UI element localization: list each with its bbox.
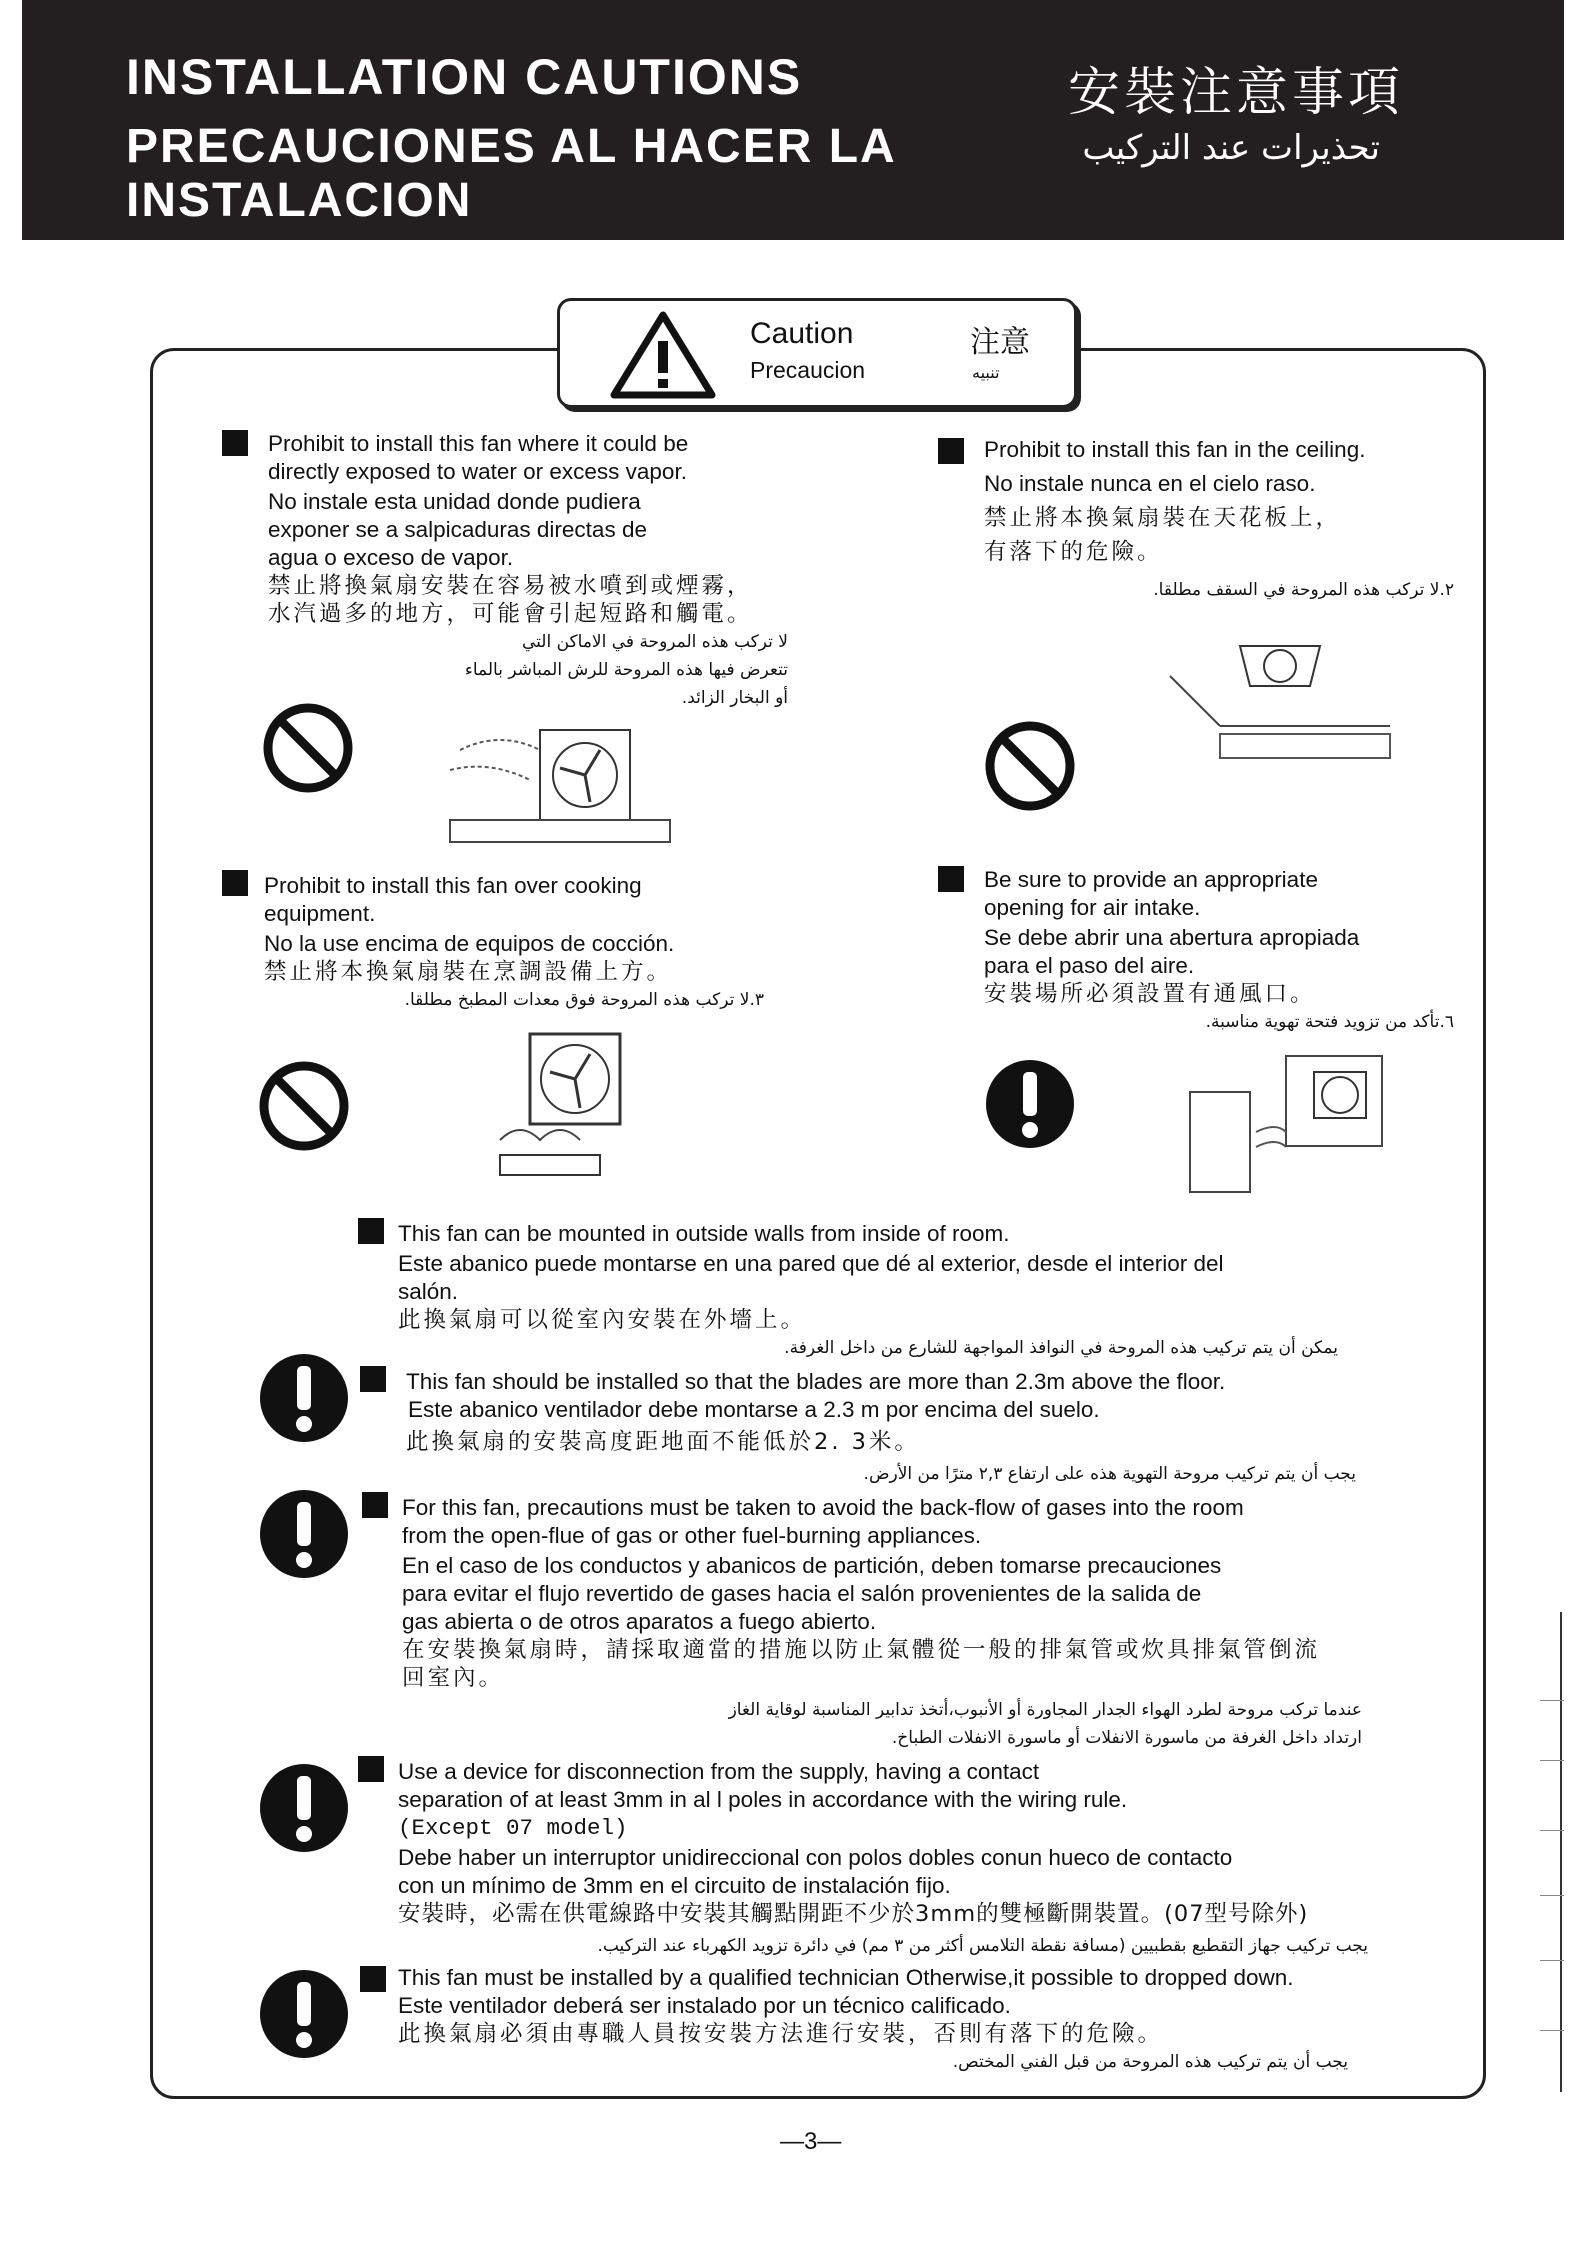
caution-height [406, 1368, 1446, 1488]
text-es: No instale nunca en el cielo raso. [984, 471, 1316, 496]
text-en: separation of at least 3mm in al l poles in accordance with the wiring rule. [398, 1787, 1128, 1812]
bullet-icon [358, 1756, 384, 1782]
caution-intake [984, 866, 1454, 1036]
text-es: exponer se a salpicaduras directas de [268, 517, 647, 542]
text-ar: عندما تركب مروحة لطرد الهواء الجدار المجاورة أو الأنبوب،أتخذ تدابير المناسبة لوقاية الغاز [728, 1700, 1362, 1720]
text-en: This fan must be installed by a qualified technician Otherwise,it possible to dropped down. [398, 1965, 1294, 1990]
text-zh: 有落下的危險。 [984, 539, 1163, 565]
caution-spanish: Precaucion [750, 357, 866, 383]
margin-tick [1540, 2030, 1564, 2031]
prohibited-icon [982, 718, 1078, 814]
margin-line [1560, 1612, 1562, 2092]
bullet-icon [938, 866, 964, 892]
text-es: con un mínimo de 3mm en el circuito de instalación fijo. [398, 1873, 951, 1898]
caution-disconnect [398, 1758, 1448, 1960]
page-number: —3— [780, 2128, 842, 2155]
text-es: En el caso de los conductos y abanicos de partición, deben tomarse precauciones [402, 1553, 1222, 1578]
text-en: opening for air intake. [984, 895, 1201, 920]
text-ar: يجب تركيب جهاز التقطيع بقطبيين (مسافة نقطة التلامس أكثر من ٣ مم) في دائرة تزويد الكهرباء عند التركيب. [597, 1936, 1368, 1956]
text-es: Este ventilador deberá ser instalado por un técnico calificado. [398, 1993, 1011, 2018]
text-zh: 安裝場所必須設置有通風口。 [984, 981, 1316, 1007]
bullet-icon [222, 430, 248, 456]
text-ar: ٢.لا تركب هذه المروحة في السقف مطلقا. [1153, 580, 1454, 600]
bullet-icon [222, 870, 248, 896]
caution-water [268, 430, 788, 712]
mandatory-exclamation-icon [256, 1966, 352, 2062]
mandatory-exclamation-icon [256, 1350, 352, 1446]
text-en: (Except 07 model) [398, 1815, 628, 1841]
text-ar: ٣.لا تركب هذه المروحة فوق معدات المطبخ مطلقا. [404, 990, 764, 1010]
text-es: No la use encima de equipos de cocción. [264, 931, 675, 956]
title-arabic: تحذيرات عند التركيب [1082, 128, 1380, 168]
text-en: Be sure to provide an appropriate [984, 867, 1318, 892]
text-es: agua o exceso de vapor. [268, 545, 514, 570]
text-zh: 回室內。 [402, 1665, 505, 1691]
text-es: gas abierta o de otros aparatos a fuego abierto. [402, 1609, 877, 1634]
text-zh: 禁止將換氣扇安裝在容易被水噴到或煙霧， [268, 573, 753, 599]
text-en: This fan should be installed so that the blades are more than 2.3m above the floor. [406, 1369, 1226, 1394]
caution-english: Caution [750, 317, 854, 350]
text-zh: 此換氣扇必須由專職人員按安裝方法進行安裝，否則有落下的危險。 [398, 2021, 1164, 2047]
margin-tick [1540, 1830, 1564, 1831]
bullet-icon [938, 438, 964, 464]
text-en: For this fan, precautions must be taken to avoid the back-flow of gases into the room [402, 1495, 1244, 1520]
title-english: INSTALLATION CAUTIONS [126, 49, 803, 105]
margin-tick [1540, 1895, 1564, 1896]
caution-arabic: تنبيه [972, 363, 1000, 382]
mandatory-exclamation-icon [256, 1486, 352, 1582]
text-ar: يجب أن يتم تركيب مروحة التهوية هذه على ارتفاع ٢,٣ مترًا من الأرض. [863, 1464, 1356, 1484]
margin-tick [1540, 1960, 1564, 1961]
text-en: Prohibit to install this fan in the ceiling. [984, 437, 1366, 462]
text-en: Use a device for disconnection from the supply, having a contact [398, 1759, 1040, 1784]
text-zh: 水汽過多的地方，可能會引起短路和觸電。 [268, 601, 753, 627]
text-ar: يجب أن يتم تركيب هذه المروحة من قبل الفني المختص. [952, 2052, 1348, 2072]
header-banner [22, 0, 1564, 240]
caution-cooking [264, 872, 764, 1014]
bullet-icon [360, 1366, 386, 1392]
caution-label [557, 298, 1077, 408]
bullet-icon [362, 1492, 388, 1518]
text-es: Se debe abrir una abertura apropiada [984, 925, 1360, 950]
title-spanish: PRECAUCIONES AL HACER LA INSTALACION [126, 120, 895, 227]
fan-water-spray-illustration [440, 720, 680, 850]
bullet-icon [358, 1218, 384, 1244]
text-es: Este abanico ventilador debe montarse a 2.3 m por encima del suelo. [408, 1397, 1100, 1422]
text-zh: 禁止將本換氣扇裝在烹調設備上方。 [264, 959, 673, 985]
title-chinese: 安裝注意事項 [1067, 63, 1404, 123]
text-en: This fan can be mounted in outside walls from inside of room. [398, 1221, 1010, 1246]
text-ar: لا تركب هذه المروحة في الاماكن التي [522, 632, 788, 652]
text-en: Prohibit to install this fan over cooking [264, 873, 642, 898]
text-ar: أو البخار الزائد. [681, 688, 788, 708]
prohibited-icon [260, 700, 356, 796]
text-es: Este abanico puede montarse en una pared que dé al exterior, desde el interior del [398, 1251, 1224, 1276]
text-ar: ٦.تأكد من تزويد فتحة تهوية مناسبة. [1205, 1012, 1454, 1032]
caution-backflow [402, 1494, 1452, 1752]
margin-tick [1540, 1700, 1564, 1701]
air-intake-illustration [1186, 1052, 1386, 1197]
prohibited-icon [256, 1058, 352, 1154]
text-en: Prohibit to install this fan where it could be [268, 431, 689, 456]
caution-chinese: 注意 [970, 325, 1030, 360]
text-es: para el paso del aire. [984, 953, 1195, 978]
text-zh: 在安裝換氣扇時，請採取適當的措施以防止氣體從一般的排氣管或炊具排氣管倒流 [402, 1637, 1321, 1663]
text-en: directly exposed to water or excess vapor. [268, 459, 687, 484]
text-ar: يمكن أن يتم تركيب هذه المروحة في النوافذ المواجهة للشارع من داخل الغرفة. [784, 1338, 1338, 1358]
caution-walls [398, 1220, 1438, 1362]
text-zh: 禁止將本換氣扇裝在天花板上， [984, 505, 1342, 531]
text-zh: 安裝時，必需在供電線路中安裝其觸點開距不少於3mm的雙極斷開裝置。(07型号除外) [398, 1901, 1309, 1927]
warning-triangle-icon [608, 309, 718, 401]
text-zh: 此換氣扇可以從室內安裝在外墻上。 [398, 1307, 807, 1333]
caution-ceiling [984, 436, 1454, 604]
caution-technician [398, 1964, 1448, 2076]
mandatory-exclamation-icon [256, 1760, 352, 1856]
text-en: from the open-flue of gas or other fuel-burning appliances. [402, 1523, 982, 1548]
fan-over-stove-illustration [470, 1030, 640, 1180]
text-ar: ارتداد داخل الغرفة من ماسورة الانفلات أو ماسورة الانفلات الطباخ. [891, 1728, 1362, 1748]
text-es: Debe haber un interruptor unidireccional con polos dobles conun hueco de contacto [398, 1845, 1233, 1870]
bullet-icon [360, 1966, 386, 1992]
text-ar: تتعرض فيها هذه المروحة للرش المباشر بالماء [464, 660, 788, 680]
fan-ceiling-illustration [1160, 636, 1400, 766]
text-es: para evitar el flujo revertido de gases hacia el salón provenientes de la salida de [402, 1581, 1202, 1606]
text-es: salón. [398, 1279, 459, 1304]
text-en: equipment. [264, 901, 376, 926]
mandatory-exclamation-icon [982, 1056, 1078, 1152]
text-es: No instale esta unidad donde pudiera [268, 489, 641, 514]
text-zh: 此換氣扇的安裝高度距地面不能低於2. 3米。 [406, 1429, 920, 1455]
margin-tick [1540, 1760, 1564, 1761]
